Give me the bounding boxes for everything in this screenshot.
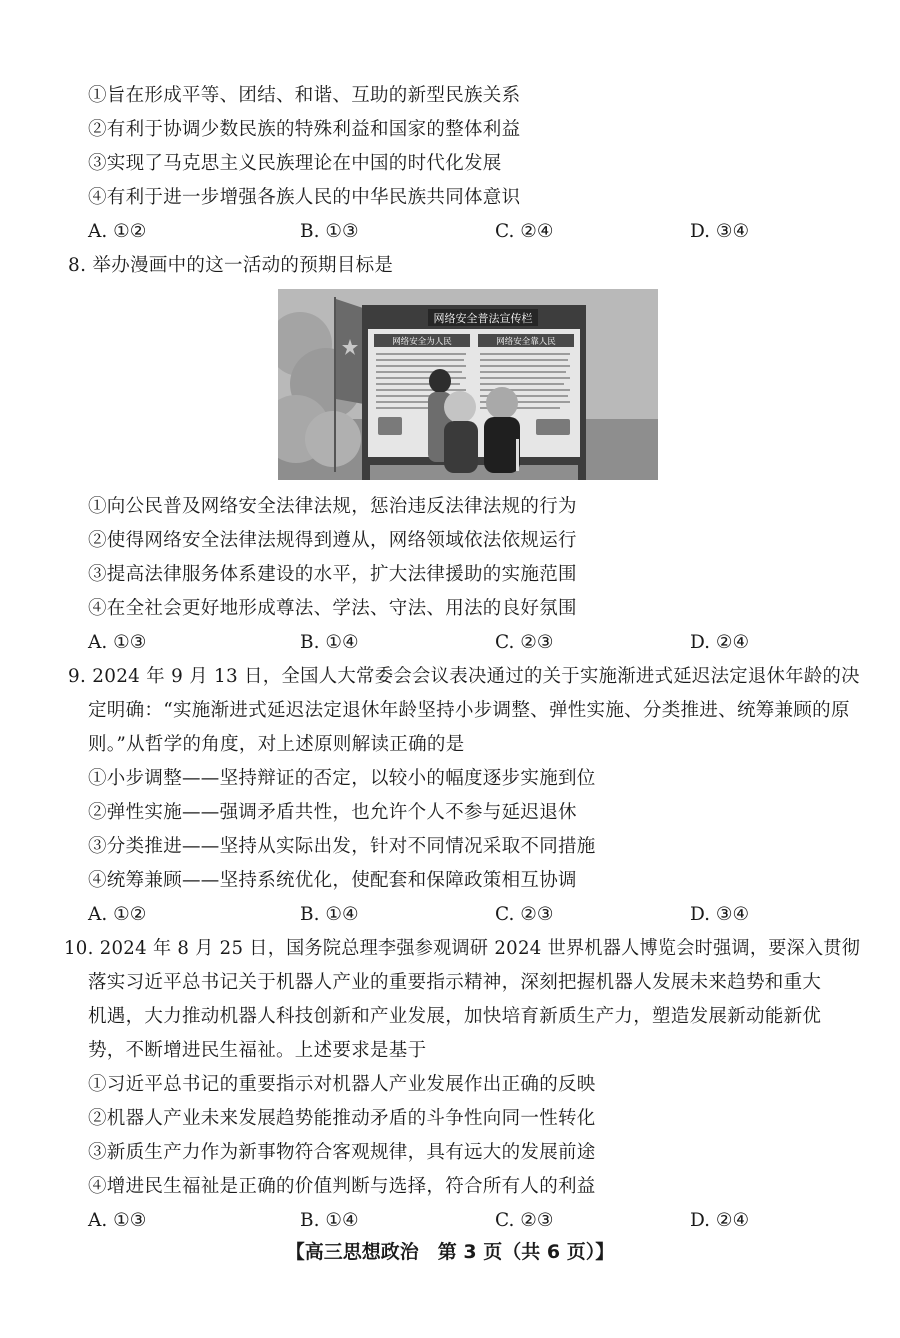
cartoon-illustration <box>278 289 658 480</box>
q10-choices <box>88 1208 808 1234</box>
page-footer: 【高三思想政治 第 3 页（共 6 页）】 <box>285 1241 615 1263</box>
q10-option-4: ④增进民生福祉是正确的价值判断与选择，符合所有人的利益 <box>88 1176 596 1197</box>
q7-option-3: ③实现了马克思主义民族理论在中国的时代化发展 <box>88 153 502 174</box>
q9-option-1: ①小步调整——坚持辩证的否定，以较小的幅度逐步实施到位 <box>88 768 596 789</box>
board-title: 网络安全普法宣传栏 <box>433 312 533 325</box>
q10-choice-b[interactable]: B. ①④ <box>300 1210 359 1231</box>
q9-option-3: ③分类推进——坚持从实际出发，针对不同情况采取不同措施 <box>88 836 596 857</box>
q10-option-3: ③新质生产力作为新事物符合客观规律，具有远大的发展前途 <box>88 1142 596 1163</box>
q10-choice-c[interactable]: C. ②③ <box>495 1210 554 1231</box>
q9-option-2: ②弹性实施——强调矛盾共性，也允许个人不参与延迟退休 <box>88 802 577 823</box>
q7-choice-c[interactable]: C. ②④ <box>495 221 554 242</box>
q7-choices <box>88 219 808 245</box>
q10-choice-d[interactable]: D. ②④ <box>690 1210 750 1231</box>
q8-choice-c[interactable]: C. ②③ <box>495 632 554 653</box>
q7-choice-a[interactable]: A. ①② <box>88 221 147 242</box>
q7-choice-d[interactable]: D. ③④ <box>690 221 750 242</box>
q7-option-1: ①旨在形成平等、团结、和谐、互助的新型民族关系 <box>88 85 521 106</box>
q9-choice-d[interactable]: D. ③④ <box>690 904 750 925</box>
q10-stem-line-2: 落实习近平总书记关于机器人产业的重要指示精神，深刻把握机器人发展未来趋势和重大 <box>88 972 822 993</box>
q8-choice-a[interactable]: A. ①③ <box>88 632 147 653</box>
q7-choice-b[interactable]: B. ①③ <box>300 221 359 242</box>
q10-stem-line-4: 势，不断增进民生福祉。上述要求是基于 <box>88 1040 427 1061</box>
q7-option-4: ④有利于进一步增强各族人民的中华民族共同体意识 <box>88 187 521 208</box>
q9-choice-a[interactable]: A. ①② <box>88 904 147 925</box>
q7-option-2: ②有利于协调少数民族的特殊利益和国家的整体利益 <box>88 119 521 140</box>
q10-choice-a[interactable]: A. ①③ <box>88 1210 147 1231</box>
q10-option-1: ①习近平总书记的重要指示对机器人产业发展作出正确的反映 <box>88 1074 596 1095</box>
q9-stem-line-1: 9. 2024 年 9 月 13 日，全国人大常委会会议表决通过的关于实施渐进式延迟法定退休年龄的决 <box>68 666 860 687</box>
board-right-heading: 网络安全靠人民 <box>496 337 556 347</box>
q8-option-1: ①向公民普及网络安全法律法规，惩治违反法律法规的行为 <box>88 496 577 517</box>
q8-stem: 8. 举办漫画中的这一活动的预期目标是 <box>68 255 394 276</box>
q9-stem-line-2: 定明确：“实施渐进式延迟法定退休年龄坚持小步调整、弹性实施、分类推进、统筹兼顾的原 <box>88 700 850 721</box>
q10-stem-line-3: 机遇，大力推动机器人科技创新和产业发展，加快培育新质生产力，塑造发展新动能新优 <box>88 1006 822 1027</box>
q9-stem-line-3: 则。”从哲学的角度，对上述原则解读正确的是 <box>88 734 465 755</box>
q8-choices <box>88 630 808 656</box>
q8-choice-b[interactable]: B. ①④ <box>300 632 359 653</box>
q10-option-2: ②机器人产业未来发展趋势能推动矛盾的斗争性向同一性转化 <box>88 1108 596 1129</box>
q8-option-4: ④在全社会更好地形成尊法、学法、守法、用法的良好氛围 <box>88 598 577 619</box>
board-left-heading: 网络安全为人民 <box>392 337 452 347</box>
q9-choices <box>88 902 808 928</box>
q9-choice-b[interactable]: B. ①④ <box>300 904 359 925</box>
q8-option-3: ③提高法律服务体系建设的水平，扩大法律援助的实施范围 <box>88 564 577 585</box>
q9-option-4: ④统筹兼顾——坚持系统优化，使配套和保障政策相互协调 <box>88 870 577 891</box>
q8-choice-d[interactable]: D. ②④ <box>690 632 750 653</box>
q9-choice-c[interactable]: C. ②③ <box>495 904 554 925</box>
q8-option-2: ②使得网络安全法律法规得到遵从，网络领域依法依规运行 <box>88 530 577 551</box>
q10-stem-line-1: 10. 2024 年 8 月 25 日，国务院总理李强参观调研 2024 世界机器人博览会时强调，要深入贯彻 <box>64 938 861 959</box>
